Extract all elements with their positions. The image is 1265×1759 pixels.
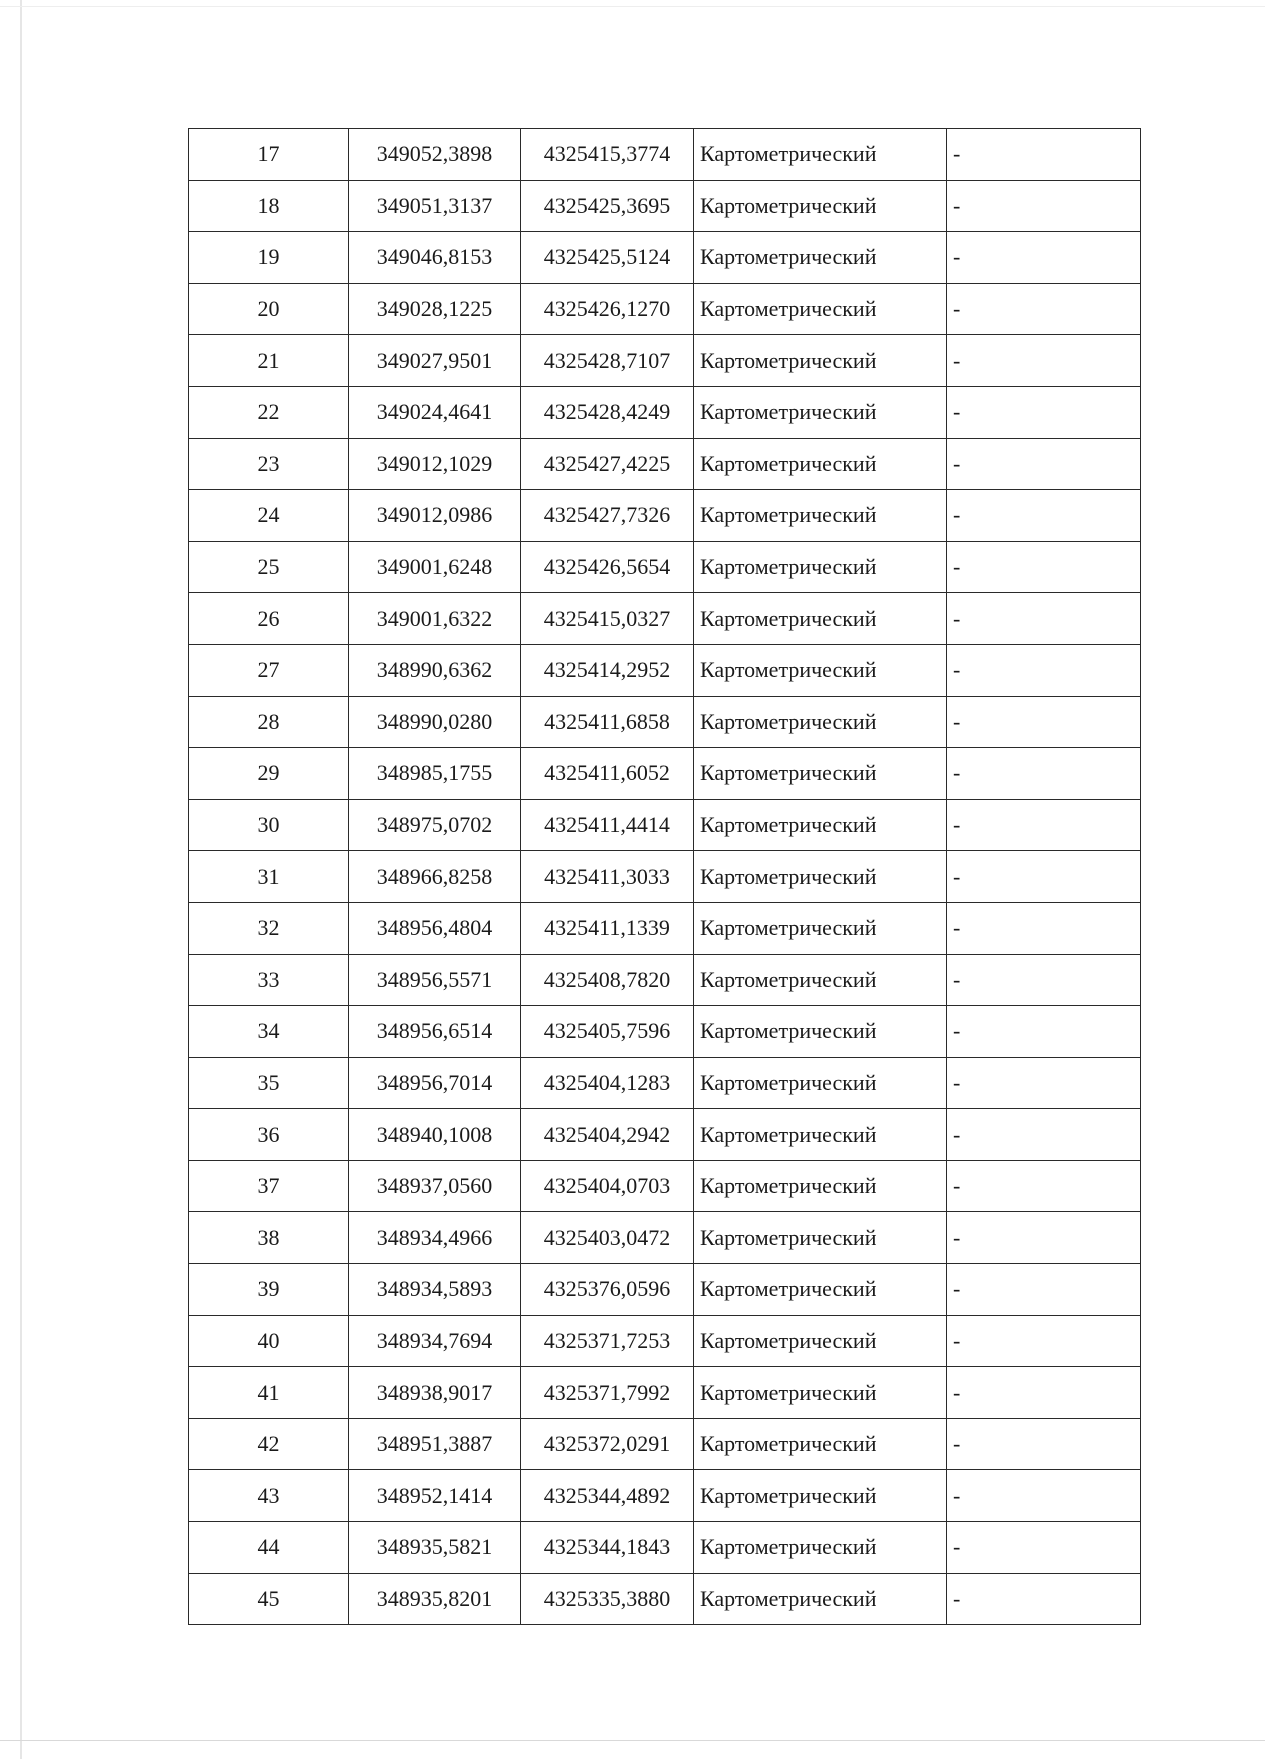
accuracy-cell: - (947, 1418, 1141, 1470)
point-number-cell: 40 (189, 1315, 349, 1367)
y-coordinate-cell: 4325411,3033 (521, 851, 694, 903)
accuracy-cell: - (947, 954, 1141, 1006)
table-row (189, 696, 1141, 748)
point-number-cell: 22 (189, 386, 349, 438)
accuracy-cell: - (947, 1109, 1141, 1161)
point-number-cell: 24 (189, 490, 349, 542)
table-row (189, 335, 1141, 387)
table-row (189, 799, 1141, 851)
accuracy-cell: - (947, 232, 1141, 284)
table-row (189, 1315, 1141, 1367)
point-number-cell: 31 (189, 851, 349, 903)
point-number-cell: 32 (189, 902, 349, 954)
x-coordinate-cell: 349046,8153 (349, 232, 521, 284)
point-number-cell: 41 (189, 1367, 349, 1419)
x-coordinate-cell: 348990,6362 (349, 644, 521, 696)
accuracy-cell: - (947, 644, 1141, 696)
method-cell: Картометрический (694, 748, 947, 800)
point-number-cell: 35 (189, 1057, 349, 1109)
point-number-cell: 27 (189, 644, 349, 696)
y-coordinate-cell: 4325335,3880 (521, 1573, 694, 1625)
y-coordinate-cell: 4325426,1270 (521, 283, 694, 335)
table-row (189, 1212, 1141, 1264)
accuracy-cell: - (947, 1315, 1141, 1367)
y-coordinate-cell: 4325404,1283 (521, 1057, 694, 1109)
method-cell: Картометрический (694, 1522, 947, 1574)
x-coordinate-cell: 348956,7014 (349, 1057, 521, 1109)
table-row (189, 1367, 1141, 1419)
table-row (189, 386, 1141, 438)
y-coordinate-cell: 4325404,0703 (521, 1160, 694, 1212)
accuracy-cell: - (947, 1212, 1141, 1264)
y-coordinate-cell: 4325411,4414 (521, 799, 694, 851)
table-row (189, 593, 1141, 645)
point-number-cell: 37 (189, 1160, 349, 1212)
x-coordinate-cell: 349012,0986 (349, 490, 521, 542)
table-row (189, 1573, 1141, 1625)
accuracy-cell: - (947, 129, 1141, 181)
point-number-cell: 17 (189, 129, 349, 181)
point-number-cell: 23 (189, 438, 349, 490)
method-cell: Картометрический (694, 1470, 947, 1522)
table-row (189, 283, 1141, 335)
point-number-cell: 30 (189, 799, 349, 851)
table-row (189, 644, 1141, 696)
accuracy-cell: - (947, 593, 1141, 645)
point-number-cell: 33 (189, 954, 349, 1006)
y-coordinate-cell: 4325426,5654 (521, 541, 694, 593)
table-row (189, 954, 1141, 1006)
accuracy-cell: - (947, 180, 1141, 232)
x-coordinate-cell: 348966,8258 (349, 851, 521, 903)
y-coordinate-cell: 4325408,7820 (521, 954, 694, 1006)
y-coordinate-cell: 4325403,0472 (521, 1212, 694, 1264)
x-coordinate-cell: 348990,0280 (349, 696, 521, 748)
x-coordinate-cell: 348956,5571 (349, 954, 521, 1006)
page-edge (20, 0, 22, 1759)
x-coordinate-cell: 349027,9501 (349, 335, 521, 387)
point-number-cell: 43 (189, 1470, 349, 1522)
point-number-cell: 28 (189, 696, 349, 748)
accuracy-cell: - (947, 1522, 1141, 1574)
method-cell: Картометрический (694, 335, 947, 387)
accuracy-cell: - (947, 851, 1141, 903)
x-coordinate-cell: 348935,8201 (349, 1573, 521, 1625)
x-coordinate-cell: 348937,0560 (349, 1160, 521, 1212)
table-row (189, 490, 1141, 542)
table-row (189, 1418, 1141, 1470)
table-row (189, 129, 1141, 181)
y-coordinate-cell: 4325371,7992 (521, 1367, 694, 1419)
y-coordinate-cell: 4325344,4892 (521, 1470, 694, 1522)
method-cell: Картометрический (694, 283, 947, 335)
page-bottom-edge (0, 1740, 1265, 1741)
accuracy-cell: - (947, 335, 1141, 387)
x-coordinate-cell: 348940,1008 (349, 1109, 521, 1161)
table-row (189, 902, 1141, 954)
method-cell: Картометрический (694, 696, 947, 748)
method-cell: Картометрический (694, 129, 947, 181)
accuracy-cell: - (947, 902, 1141, 954)
coordinates-table-body (189, 129, 1141, 1625)
point-number-cell: 21 (189, 335, 349, 387)
accuracy-cell: - (947, 1367, 1141, 1419)
x-coordinate-cell: 348951,3887 (349, 1418, 521, 1470)
y-coordinate-cell: 4325411,6052 (521, 748, 694, 800)
y-coordinate-cell: 4325415,3774 (521, 129, 694, 181)
table-row (189, 1057, 1141, 1109)
point-number-cell: 42 (189, 1418, 349, 1470)
y-coordinate-cell: 4325404,2942 (521, 1109, 694, 1161)
y-coordinate-cell: 4325344,1843 (521, 1522, 694, 1574)
accuracy-cell: - (947, 748, 1141, 800)
accuracy-cell: - (947, 438, 1141, 490)
point-number-cell: 36 (189, 1109, 349, 1161)
y-coordinate-cell: 4325371,7253 (521, 1315, 694, 1367)
y-coordinate-cell: 4325428,4249 (521, 386, 694, 438)
page-edge-top (0, 6, 1265, 7)
x-coordinate-cell: 348934,4966 (349, 1212, 521, 1264)
y-coordinate-cell: 4325405,7596 (521, 1006, 694, 1058)
accuracy-cell: - (947, 1006, 1141, 1058)
accuracy-cell: - (947, 1264, 1141, 1316)
y-coordinate-cell: 4325414,2952 (521, 644, 694, 696)
accuracy-cell: - (947, 1470, 1141, 1522)
y-coordinate-cell: 4325425,3695 (521, 180, 694, 232)
table-row (189, 541, 1141, 593)
method-cell: Картометрический (694, 1264, 947, 1316)
table-row (189, 851, 1141, 903)
method-cell: Картометрический (694, 593, 947, 645)
method-cell: Картометрический (694, 954, 947, 1006)
method-cell: Картометрический (694, 1418, 947, 1470)
coordinates-table (188, 128, 1141, 1625)
point-number-cell: 18 (189, 180, 349, 232)
x-coordinate-cell: 349012,1029 (349, 438, 521, 490)
accuracy-cell: - (947, 1573, 1141, 1625)
table-row (189, 180, 1141, 232)
method-cell: Картометрический (694, 799, 947, 851)
method-cell: Картометрический (694, 490, 947, 542)
x-coordinate-cell: 349001,6248 (349, 541, 521, 593)
x-coordinate-cell: 348938,9017 (349, 1367, 521, 1419)
accuracy-cell: - (947, 799, 1141, 851)
table-row (189, 1160, 1141, 1212)
table-row (189, 438, 1141, 490)
table-row (189, 1522, 1141, 1574)
method-cell: Картометрический (694, 386, 947, 438)
method-cell: Картометрический (694, 232, 947, 284)
table-row (189, 1109, 1141, 1161)
x-coordinate-cell: 348934,7694 (349, 1315, 521, 1367)
x-coordinate-cell: 349024,4641 (349, 386, 521, 438)
accuracy-cell: - (947, 1160, 1141, 1212)
accuracy-cell: - (947, 541, 1141, 593)
y-coordinate-cell: 4325376,0596 (521, 1264, 694, 1316)
method-cell: Картометрический (694, 438, 947, 490)
y-coordinate-cell: 4325425,5124 (521, 232, 694, 284)
point-number-cell: 39 (189, 1264, 349, 1316)
point-number-cell: 44 (189, 1522, 349, 1574)
method-cell: Картометрический (694, 851, 947, 903)
y-coordinate-cell: 4325372,0291 (521, 1418, 694, 1470)
method-cell: Картометрический (694, 902, 947, 954)
method-cell: Картометрический (694, 1315, 947, 1367)
table-row (189, 1006, 1141, 1058)
method-cell: Картометрический (694, 1573, 947, 1625)
x-coordinate-cell: 348956,6514 (349, 1006, 521, 1058)
table-row (189, 1264, 1141, 1316)
x-coordinate-cell: 348934,5893 (349, 1264, 521, 1316)
y-coordinate-cell: 4325427,4225 (521, 438, 694, 490)
method-cell: Картометрический (694, 1006, 947, 1058)
method-cell: Картометрический (694, 1057, 947, 1109)
accuracy-cell: - (947, 283, 1141, 335)
point-number-cell: 20 (189, 283, 349, 335)
method-cell: Картометрический (694, 1212, 947, 1264)
method-cell: Картометрический (694, 644, 947, 696)
x-coordinate-cell: 348952,1414 (349, 1470, 521, 1522)
point-number-cell: 38 (189, 1212, 349, 1264)
accuracy-cell: - (947, 386, 1141, 438)
accuracy-cell: - (947, 1057, 1141, 1109)
x-coordinate-cell: 348956,4804 (349, 902, 521, 954)
method-cell: Картометрический (694, 1109, 947, 1161)
method-cell: Картометрический (694, 541, 947, 593)
y-coordinate-cell: 4325411,1339 (521, 902, 694, 954)
x-coordinate-cell: 348935,5821 (349, 1522, 521, 1574)
point-number-cell: 34 (189, 1006, 349, 1058)
x-coordinate-cell: 348985,1755 (349, 748, 521, 800)
method-cell: Картометрический (694, 1367, 947, 1419)
y-coordinate-cell: 4325427,7326 (521, 490, 694, 542)
point-number-cell: 45 (189, 1573, 349, 1625)
point-number-cell: 29 (189, 748, 349, 800)
point-number-cell: 19 (189, 232, 349, 284)
table-row (189, 1470, 1141, 1522)
y-coordinate-cell: 4325411,6858 (521, 696, 694, 748)
y-coordinate-cell: 4325415,0327 (521, 593, 694, 645)
method-cell: Картометрический (694, 1160, 947, 1212)
accuracy-cell: - (947, 490, 1141, 542)
point-number-cell: 25 (189, 541, 349, 593)
x-coordinate-cell: 349028,1225 (349, 283, 521, 335)
x-coordinate-cell: 349051,3137 (349, 180, 521, 232)
accuracy-cell: - (947, 696, 1141, 748)
x-coordinate-cell: 348975,0702 (349, 799, 521, 851)
table-row (189, 748, 1141, 800)
y-coordinate-cell: 4325428,7107 (521, 335, 694, 387)
table-row (189, 232, 1141, 284)
x-coordinate-cell: 349001,6322 (349, 593, 521, 645)
method-cell: Картометрический (694, 180, 947, 232)
point-number-cell: 26 (189, 593, 349, 645)
x-coordinate-cell: 349052,3898 (349, 129, 521, 181)
